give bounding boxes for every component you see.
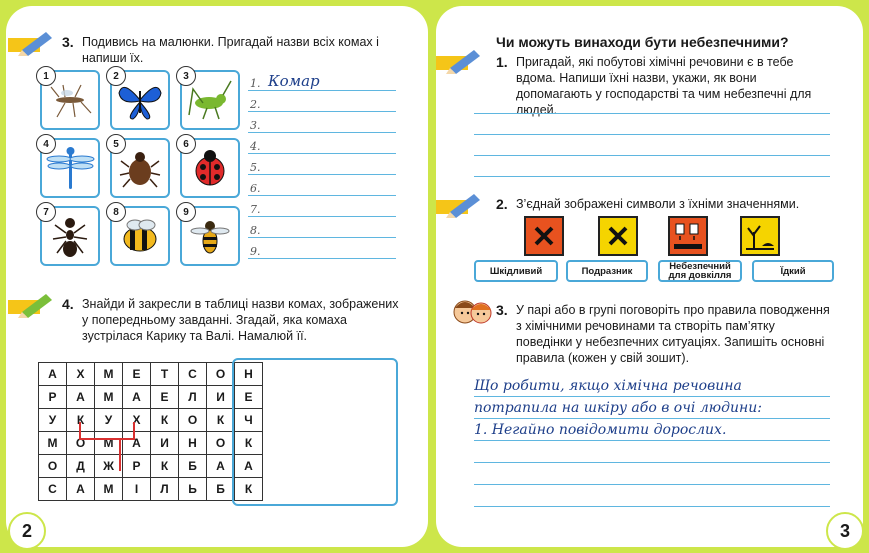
insect-number-badge: 3 (176, 66, 196, 86)
grid-letter-cell[interactable]: Н (179, 432, 207, 455)
answer-line[interactable] (248, 216, 396, 217)
page-number-right: 3 (826, 512, 864, 550)
answer-line[interactable] (248, 153, 396, 154)
answer-line[interactable] (248, 90, 396, 91)
grid-letter-cell[interactable]: А (235, 455, 263, 478)
grid-letter-cell[interactable]: Е (235, 386, 263, 409)
grid-letter-cell[interactable]: Л (179, 386, 207, 409)
grid-letter-cell[interactable]: Х (123, 409, 151, 432)
answer-line[interactable] (248, 111, 396, 112)
insect-card (40, 70, 100, 130)
answer-line[interactable] (248, 174, 396, 175)
insect-card (110, 70, 170, 130)
grid-letter-cell[interactable]: К (235, 478, 263, 501)
task-3-text: Подивись на малюнки. Пригадай назви всіх комах і напиши їх. (82, 35, 379, 65)
grid-letter-cell[interactable]: Е (151, 386, 179, 409)
grid-letter-cell[interactable]: А (123, 432, 151, 455)
grid-letter-cell[interactable]: М (39, 432, 67, 455)
hazard-meaning-label[interactable]: Їдкий (752, 260, 834, 282)
grid-letter-cell[interactable]: А (207, 455, 235, 478)
grid-letter-cell[interactable]: Н (235, 363, 263, 386)
writing-line[interactable] (474, 484, 830, 485)
writing-line[interactable] (474, 506, 830, 507)
grid-letter-cell[interactable]: О (39, 455, 67, 478)
grid-letter-cell[interactable]: Ч (235, 409, 263, 432)
insect-number-badge: 8 (106, 202, 126, 222)
hazard-meaning-label[interactable]: Подразник (566, 260, 648, 282)
task-1-text: Пригадай, які побутові хімічні речовини є в тебе вдома. Напиши їхні назви, укажи, як вони допомагають у господарстві та чим небезпечні для людей. (516, 55, 812, 117)
children-faces-icon (452, 296, 492, 326)
insect-number-badge: 1 (36, 66, 56, 86)
grid-letter-cell[interactable]: Т (151, 363, 179, 386)
grid-letter-cell[interactable]: О (67, 432, 95, 455)
grid-letter-cell[interactable]: А (67, 478, 95, 501)
grid-letter-cell[interactable]: І (123, 478, 151, 501)
grid-letter-cell[interactable]: А (39, 363, 67, 386)
hazard-meaning-label[interactable]: Шкідливий (474, 260, 558, 282)
grid-letter-cell[interactable]: К (151, 409, 179, 432)
handwritten-line-3: 1. Негайно повідомити дорослих. (474, 422, 727, 438)
answer-line-number: 7. (250, 203, 261, 216)
grid-letter-cell[interactable]: Л (151, 478, 179, 501)
answer-1-handwriting: Комар (268, 72, 320, 90)
insect-card (180, 206, 240, 266)
grid-letter-cell[interactable]: А (67, 386, 95, 409)
grid-row (39, 432, 263, 455)
writing-line[interactable] (474, 418, 830, 419)
pencil-icon (436, 192, 480, 218)
grid-letter-cell[interactable]: О (207, 432, 235, 455)
insect-number-badge: 4 (36, 134, 56, 154)
grid-letter-cell[interactable]: Р (123, 455, 151, 478)
grid-row (39, 363, 263, 386)
answer-line-number: 8. (250, 224, 261, 237)
grid-letter-cell[interactable]: Б (207, 478, 235, 501)
pencil-icon (436, 48, 480, 74)
environment-hazard-icon[interactable] (740, 216, 780, 256)
grid-letter-cell[interactable]: К (207, 409, 235, 432)
grid-letter-cell[interactable]: О (179, 409, 207, 432)
grid-letter-cell[interactable]: К (67, 409, 95, 432)
grid-row (39, 386, 263, 409)
grid-letter-cell[interactable]: Б (179, 455, 207, 478)
grid-letter-cell[interactable]: М (95, 432, 123, 455)
insect-card (180, 138, 240, 198)
task-4-number: 4. (62, 296, 74, 312)
answer-line-number: 9. (250, 245, 261, 258)
answer-line-number: 5. (250, 161, 261, 174)
grid-letter-cell[interactable]: М (95, 363, 123, 386)
handwritten-line-2: потрапила на шкіру або в очі людини: (474, 400, 762, 416)
pencil-icon (8, 292, 52, 318)
grid-letter-cell[interactable]: И (207, 386, 235, 409)
task-3r-text: У парі або в групі поговоріть про правила поводження з хімічними речовинами та створіть пам’ятку поведінки у небезпечних ситуаціях. Запишіть основні правила (кожен у свій зошит). (516, 303, 830, 365)
insect-card (110, 138, 170, 198)
grid-row (39, 478, 263, 501)
grid-letter-cell[interactable]: У (39, 409, 67, 432)
corrosive-icon[interactable] (668, 216, 708, 256)
grid-letter-cell[interactable]: Р (39, 386, 67, 409)
grid-letter-cell[interactable]: А (123, 386, 151, 409)
writing-line[interactable] (474, 113, 830, 114)
task-4-text: Знайди й закресли в таблиці назви комах, зображених у попередньому завданні. Згадай, яка комаха зустрілася Карику та Валі. Намалюй її. (82, 297, 399, 343)
grid-letter-cell[interactable]: О (207, 363, 235, 386)
drawing-box[interactable] (232, 358, 398, 506)
answer-line[interactable] (248, 237, 396, 238)
task-1-number: 1. (496, 54, 508, 70)
grid-letter-cell[interactable]: Д (67, 455, 95, 478)
grid-letter-cell[interactable]: У (95, 409, 123, 432)
grid-letter-cell[interactable]: К (235, 432, 263, 455)
writing-line[interactable] (474, 134, 830, 135)
irritant-x-icon[interactable] (598, 216, 638, 256)
answer-line[interactable] (248, 132, 396, 133)
grid-row (39, 455, 263, 478)
grid-letter-cell[interactable]: С (39, 478, 67, 501)
grid-row (39, 409, 263, 432)
task-2-text: З’єднай зображені символи з їхніми значеннями. (516, 197, 800, 211)
grid-letter-cell[interactable]: К (151, 455, 179, 478)
insect-card (40, 206, 100, 266)
pencil-icon (8, 30, 52, 56)
answer-line[interactable] (248, 258, 396, 259)
page-number-left: 2 (8, 512, 46, 550)
insect-card (110, 206, 170, 266)
task-2-number: 2. (496, 196, 508, 212)
writing-line[interactable] (474, 176, 830, 177)
grid-letter-cell[interactable]: Х (67, 363, 95, 386)
writing-line[interactable] (474, 396, 830, 397)
page-title: Чи можуть винаходи бути небезпечними? (496, 34, 789, 50)
answer-line-number: 1. (250, 77, 261, 90)
insect-card (40, 138, 100, 198)
grid-letter-cell[interactable]: Ь (179, 478, 207, 501)
answer-line-number: 2. (250, 98, 261, 111)
grid-letter-cell[interactable]: И (151, 432, 179, 455)
writing-line[interactable] (474, 440, 830, 441)
insect-number-badge: 9 (176, 202, 196, 222)
insect-number-badge: 5 (106, 134, 126, 154)
answer-line-number: 6. (250, 182, 261, 195)
harmful-x-icon[interactable] (524, 216, 564, 256)
answer-line-number: 3. (250, 119, 261, 132)
task-3-number: 3. (62, 34, 74, 50)
insect-number-badge: 2 (106, 66, 126, 86)
handwritten-line-1: Що робити, якщо хімічна речовина (474, 378, 742, 394)
task-3r-number: 3. (496, 302, 508, 318)
writing-line[interactable] (474, 462, 830, 463)
letter-grid[interactable] (38, 362, 263, 501)
insect-number-badge: 7 (36, 202, 56, 222)
answer-line[interactable] (248, 195, 396, 196)
grid-letter-cell[interactable]: Ж (95, 455, 123, 478)
grid-letter-cell[interactable]: Е (123, 363, 151, 386)
grid-letter-cell[interactable]: М (95, 478, 123, 501)
writing-line[interactable] (474, 155, 830, 156)
hazard-meaning-label[interactable]: Небезпечний для довкілля (658, 260, 742, 282)
grid-letter-cell[interactable]: М (95, 386, 123, 409)
answer-line-number: 4. (250, 140, 261, 153)
insect-number-badge: 6 (176, 134, 196, 154)
grid-letter-cell[interactable]: С (179, 363, 207, 386)
insect-card (180, 70, 240, 130)
